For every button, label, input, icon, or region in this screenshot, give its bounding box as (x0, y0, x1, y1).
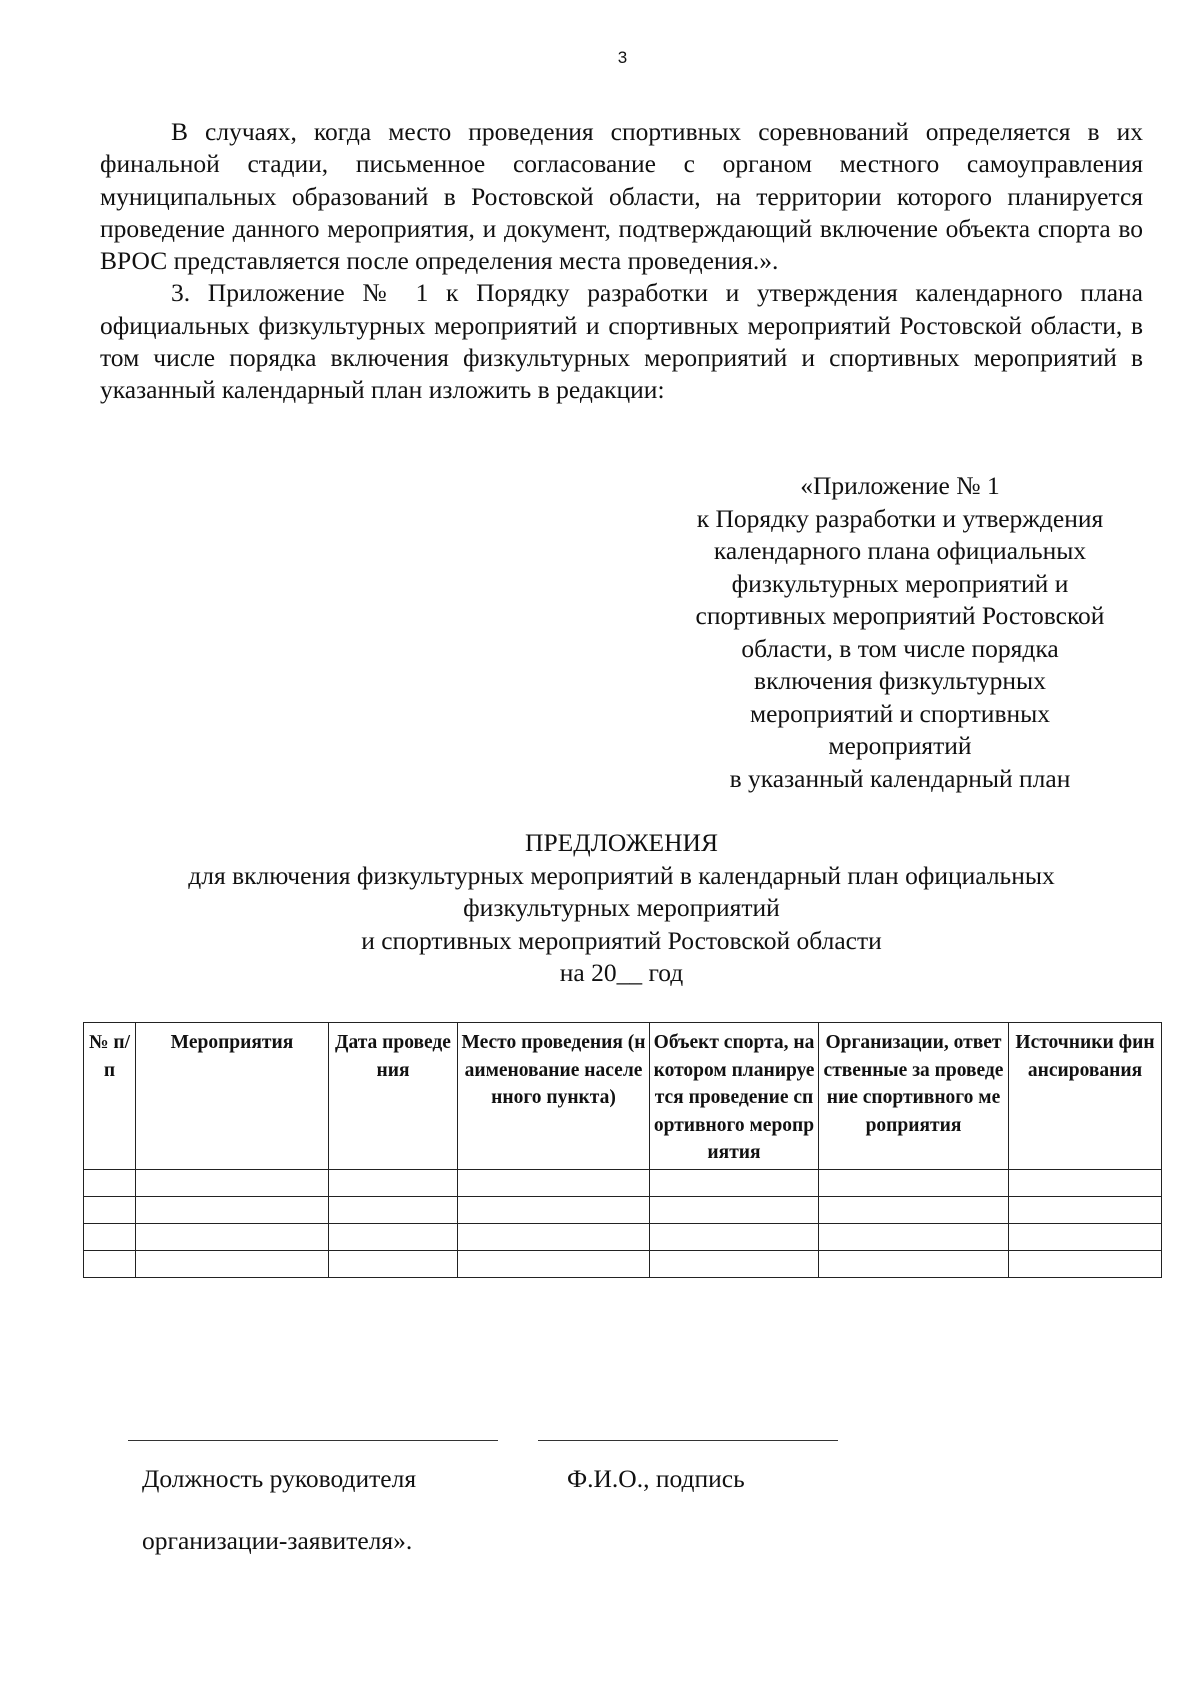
column-header-date: Дата проведения (329, 1023, 458, 1170)
table-cell (650, 1169, 819, 1196)
position-label: Должность руководителя (142, 1464, 417, 1493)
table-cell (819, 1223, 1009, 1250)
table-cell (1009, 1250, 1162, 1277)
table-cell (329, 1196, 458, 1223)
table-cell (329, 1223, 458, 1250)
document-title-heading: ПРЕДЛОЖЕНИЯ (525, 828, 718, 857)
name-signature-label: Ф.И.О., подпись (567, 1464, 745, 1493)
appendix-header-line: в указанный календарный план (729, 763, 1071, 793)
table-cell (650, 1250, 819, 1277)
body-text (100, 116, 1143, 407)
table-cell (650, 1196, 819, 1223)
document-title-line: для включения физкультурных мероприятий в календарный план официальных (188, 860, 1055, 890)
table-cell (84, 1196, 136, 1223)
table-cell (458, 1250, 650, 1277)
appendix-header-line: физкультурных мероприятий и (731, 568, 1069, 598)
table-row (84, 1169, 1162, 1196)
document-title-line: и спортивных мероприятий Ростовской области (361, 925, 882, 955)
table-cell (819, 1169, 1009, 1196)
appendix-header-line: к Порядку разработки и утверждения (696, 503, 1104, 533)
table-body (84, 1169, 1162, 1277)
table-row (84, 1250, 1162, 1277)
table-cell (84, 1250, 136, 1277)
table-cell (329, 1169, 458, 1196)
table-cell (136, 1223, 329, 1250)
appendix-header-line: мероприятий и спортивных (749, 698, 1051, 728)
column-header-number: № п/п (84, 1023, 136, 1170)
table-cell (819, 1250, 1009, 1277)
table-cell (84, 1169, 136, 1196)
table-row (84, 1223, 1162, 1250)
column-header-events: Мероприятия (136, 1023, 329, 1170)
table-cell (136, 1196, 329, 1223)
table-cell (1009, 1196, 1162, 1223)
table-cell (136, 1250, 329, 1277)
table-row (84, 1196, 1162, 1223)
signature-line-name (538, 1440, 838, 1441)
table-cell (136, 1169, 329, 1196)
appendix-header-line: календарного плана официальных (713, 536, 1087, 565)
paragraph-venue-clause: В случаях, когда место проведения спортивных соревнований определяется в их финальной стадии, письменное согласование с органом местного самоуправления муниципальных образований в Ростовской области, на территории которого планируется проведение данного мероприятия, и документ, подтверждающий включение объекта спорта во ВРОС представляется после определения места проведения.». (100, 117, 1143, 276)
organization-label: организации-заявителя». (142, 1526, 413, 1555)
document-title (100, 827, 1143, 990)
table-cell (458, 1196, 650, 1223)
table-cell (458, 1223, 650, 1250)
appendix-header-line: включения физкультурных (754, 666, 1046, 695)
column-header-sport-facility: Объект спорта, на котором планируется проведение спортивного мероприятия (650, 1023, 819, 1170)
appendix-header-line: «Приложение № 1 (800, 471, 1000, 500)
appendix-header (660, 470, 1140, 795)
table-cell (819, 1196, 1009, 1223)
paragraph-amendment-3: 3. Приложение № 1 к Порядку разработки и утверждения календарного плана официальных физкультурных мероприятий и спортивных мероприятий Ростовской области, в том числе порядка включения физкультурных мероприятий и спортивных мероприятий в указанный календарный план изложить в редакции: (100, 278, 1143, 405)
column-header-location: Место проведения (наименование населенного пункта) (458, 1023, 650, 1170)
appendix-header-line: мероприятий (828, 731, 972, 760)
table-cell (458, 1169, 650, 1196)
column-header-organizations: Организации, ответственные за проведение спортивного мероприятия (819, 1023, 1009, 1170)
appendix-header-line: области, в том числе порядка (741, 633, 1059, 663)
table-cell (1009, 1223, 1162, 1250)
table-cell (1009, 1169, 1162, 1196)
signature-line-position (128, 1440, 498, 1441)
table-cell (329, 1250, 458, 1277)
document-title-year: на 20__ год (559, 958, 684, 987)
proposals-table (83, 1022, 1162, 1278)
table-cell (650, 1223, 819, 1250)
document-title-line: физкультурных мероприятий (463, 893, 780, 922)
page-number: 3 (617, 48, 628, 67)
table-header-row (84, 1023, 1162, 1170)
appendix-header-line: спортивных мероприятий Ростовской (695, 601, 1105, 630)
column-header-funding: Источники финансирования (1009, 1023, 1162, 1170)
table-cell (84, 1223, 136, 1250)
